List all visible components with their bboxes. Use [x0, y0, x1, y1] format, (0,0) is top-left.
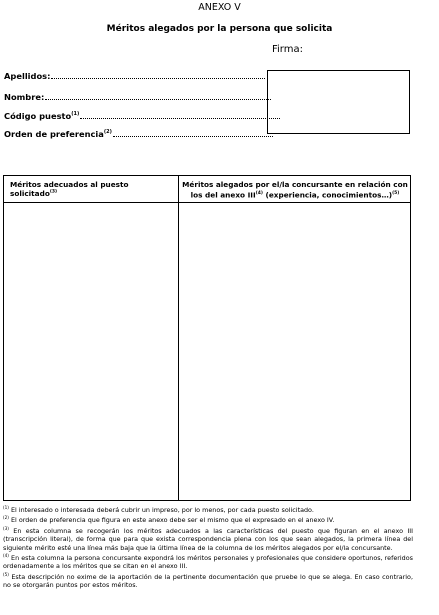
- field-codigo-puesto[interactable]: [4, 111, 280, 121]
- field-label: Código puesto: [4, 111, 72, 121]
- field-dotted-line: [51, 78, 265, 79]
- field-label: Apellidos:: [4, 71, 51, 81]
- merits-table: [3, 175, 411, 501]
- footnote: $^{(2)}$ El orden de preferencia que figura en este anexo debe ser el mismo que el expresado en el anexo IV.: [3, 515, 335, 525]
- field-orden-preferencia[interactable]: [4, 129, 273, 139]
- field-label: Orden de preferencia: [4, 129, 104, 139]
- footnotes: [3, 504, 413, 589]
- field-dotted-line: [45, 99, 271, 100]
- header-text: (experiencia, conocimientos…): [262, 190, 393, 200]
- footnote: $^{(3)}$ En esta columna se recogerán los méritos adecuados a las características del puesto que figuran en el anexo III (transcripción literal), de forma que para que exista correspondencia plena con los que sean alegados, la primera línea del siguiente mérito esté una línea más baja que la última línea de la columna de los méritos alegados por el/la concursante.: [3, 525, 413, 552]
- field-label: Nombre:: [4, 92, 45, 102]
- field-dotted-line: [113, 136, 273, 137]
- header-footnote-ref: (5): [392, 191, 400, 196]
- field-nombre[interactable]: [4, 92, 271, 102]
- table-cell-merits-alleged[interactable]: [179, 203, 410, 500]
- table-cell-merits-required[interactable]: [4, 203, 178, 500]
- field-footnote-ref: (1): [71, 111, 80, 118]
- field-dotted-line: [80, 118, 280, 119]
- footnote: $^{(5)}$ Esta descripción no exime de la aportación de la pertinente documentación que pruebe lo que se alega. En caso contrario, no se otorgarán puntos por estos méritos.: [3, 571, 413, 589]
- header-footnote-ref: (4): [255, 191, 263, 196]
- footnote: $^{(4)}$ En esta columna la persona concursante expondrá los méritos personales y profesionales que considere oportunos, referidos ordenadamente a los méritos que se citan en el anexo III.: [3, 552, 413, 571]
- field-footnote-ref: (2): [103, 129, 112, 136]
- page-subtitle: Méritos alegados por la persona que solicita: [106, 24, 333, 34]
- footnote: $^{(1)}$ El interesado o interesada deberá cubrir un impreso, por lo menos, por cada puesto solicitado.: [3, 505, 314, 515]
- signature-box[interactable]: [267, 70, 410, 134]
- page-title: ANEXO V: [198, 2, 241, 13]
- firma-label: Firma:: [272, 44, 303, 55]
- table-header-merits-required: [10, 180, 176, 198]
- header-text: Méritos alegados por el/la concursante en relación con los del anexo III: [182, 180, 408, 200]
- header-text: Méritos adecuados al puesto solicitado: [10, 180, 129, 198]
- table-header-merits-alleged: [182, 180, 408, 199]
- field-apellidos[interactable]: [4, 71, 265, 81]
- header-footnote-ref: (3): [49, 189, 58, 195]
